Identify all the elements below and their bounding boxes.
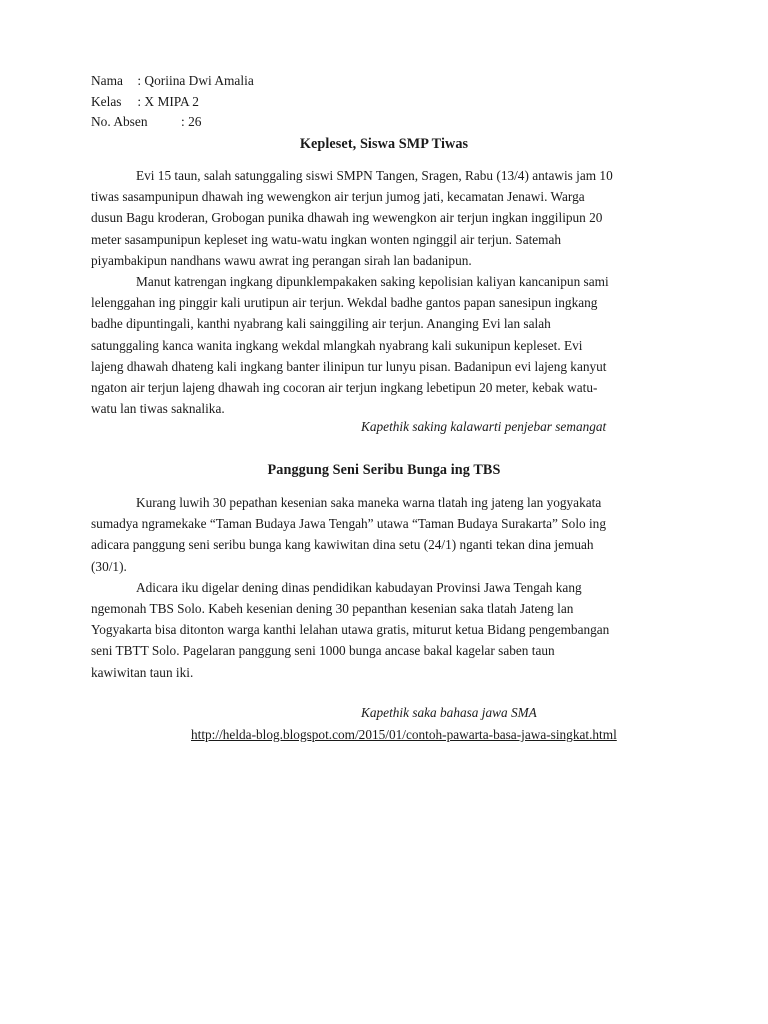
article-1-line: dusun Bagu kroderan, Grobogan punika dhawah ing wewengkon air terjun ingkan inggilipun 20 xyxy=(91,210,603,226)
class-label: Kelas xyxy=(91,93,122,109)
article-1-line: tiwas sasampunipun dhawah ing wewengkon air terjun jumog jati, kecamatan Jenawi. Warga xyxy=(91,189,585,205)
article-2-line: ngemonah TBS Solo. Kabeh kesenian dening 30 pepanthan kesenian saka tlatah Jateng lan xyxy=(91,601,574,617)
article-2-line: (30/1). xyxy=(91,558,127,574)
article-1-title: Kepleset, Siswa SMP Tiwas xyxy=(299,136,469,152)
article-1-body xyxy=(91,165,677,419)
article-2-line: Yogyakarta bisa ditonton warga kanthi lelahan utawa gratis, miturut ketua Bidang pengembangan xyxy=(91,622,610,638)
student-info xyxy=(91,71,254,133)
article-2-line: seni TBTT Solo. Pagelaran panggung seni 1000 bunga ancase bakal kagelar saben taun xyxy=(91,643,555,659)
article-1-line: lelenggahan ing pinggir kali urutipun air terjun. Wekdal badhe gantos papan sanesipun ingkang xyxy=(91,295,598,311)
article-2-line: Adicara iku digelar dening dinas pendidikan kabudayan Provinsi Jawa Tengah kang xyxy=(136,579,582,595)
article-1-line: badhe dipuntingali, kanthi nyabrang kali sainggiling air terjun. Ananging Evi lan salah xyxy=(91,316,551,332)
article-2-line: adicara panggung seni seribu bunga kang kawiwitan dina setu (24/1) nganti tekan dina jemuah xyxy=(91,537,594,553)
article-2-source: Kapethik saka bahasa jawa SMA xyxy=(361,705,537,720)
class-row xyxy=(91,92,254,113)
absen-row xyxy=(91,112,254,133)
article-1-line: ngaton air terjun lajeng dhawah ing cocoran air terjun ingkang lebetipun 20 meter, kebak watu- xyxy=(91,380,598,396)
article-1-source: Kapethik saking kalawarti penjebar semangat xyxy=(361,419,607,434)
article-2-line: kawiwitan taun iki. xyxy=(91,664,194,680)
article-1-line: satunggaling kanca wanita ingkang wekdal mlangkah nyabrang kali sukunipun kepleset. Evi xyxy=(91,337,583,353)
article-1-line: piyambakipun nandhans wawu awrat ing perangan sirah lan badanipun. xyxy=(91,252,472,268)
absen-value: : 26 xyxy=(181,114,202,129)
source-link[interactable]: http://helda-blog.blogspot.com/2015/01/contoh-pawarta-basa-jawa-singkat.html xyxy=(191,727,617,742)
article-1-line: watu lan tiwas saknalika. xyxy=(91,401,225,417)
article-2-line: Kurang luwih 30 pepathan kesenian saka maneka warna tlatah ing jateng lan yogyakata xyxy=(136,495,602,510)
article-2-line: sumadya ngramekake “Taman Budaya Jawa Tengah” utawa “Taman Budaya Surakarta” Solo ing xyxy=(91,516,606,532)
name-label: Nama xyxy=(91,73,123,88)
article-2-title: Panggung Seni Seribu Bunga ing TBS xyxy=(267,462,501,478)
article-1-line: meter sasampunipun kepleset ing watu-watu ingkan wonten nginggil air terjun. Satemah xyxy=(91,231,562,247)
article-1-line: Manut katrengan ingkang dipunklempakaken saking kepolisian kaliyan kancanipun sami xyxy=(136,274,609,290)
absen-label: No. Absen xyxy=(91,114,148,129)
article-1-line: lajeng dhawah dhateng kali ingkang banter ilinipun tur lunyu pisan. Badanipun evi lajeng kanyut xyxy=(91,358,607,374)
class-value: : X MIPA 2 xyxy=(137,93,200,109)
article-2-body xyxy=(91,492,677,683)
name-value: : Qoriina Dwi Amalia xyxy=(137,73,254,88)
name-row xyxy=(91,71,254,92)
article-1-line: Evi 15 taun, salah satunggaling siswi SMPN Tangen, Sragen, Rabu (13/4) antawis jam 10 xyxy=(136,168,613,183)
